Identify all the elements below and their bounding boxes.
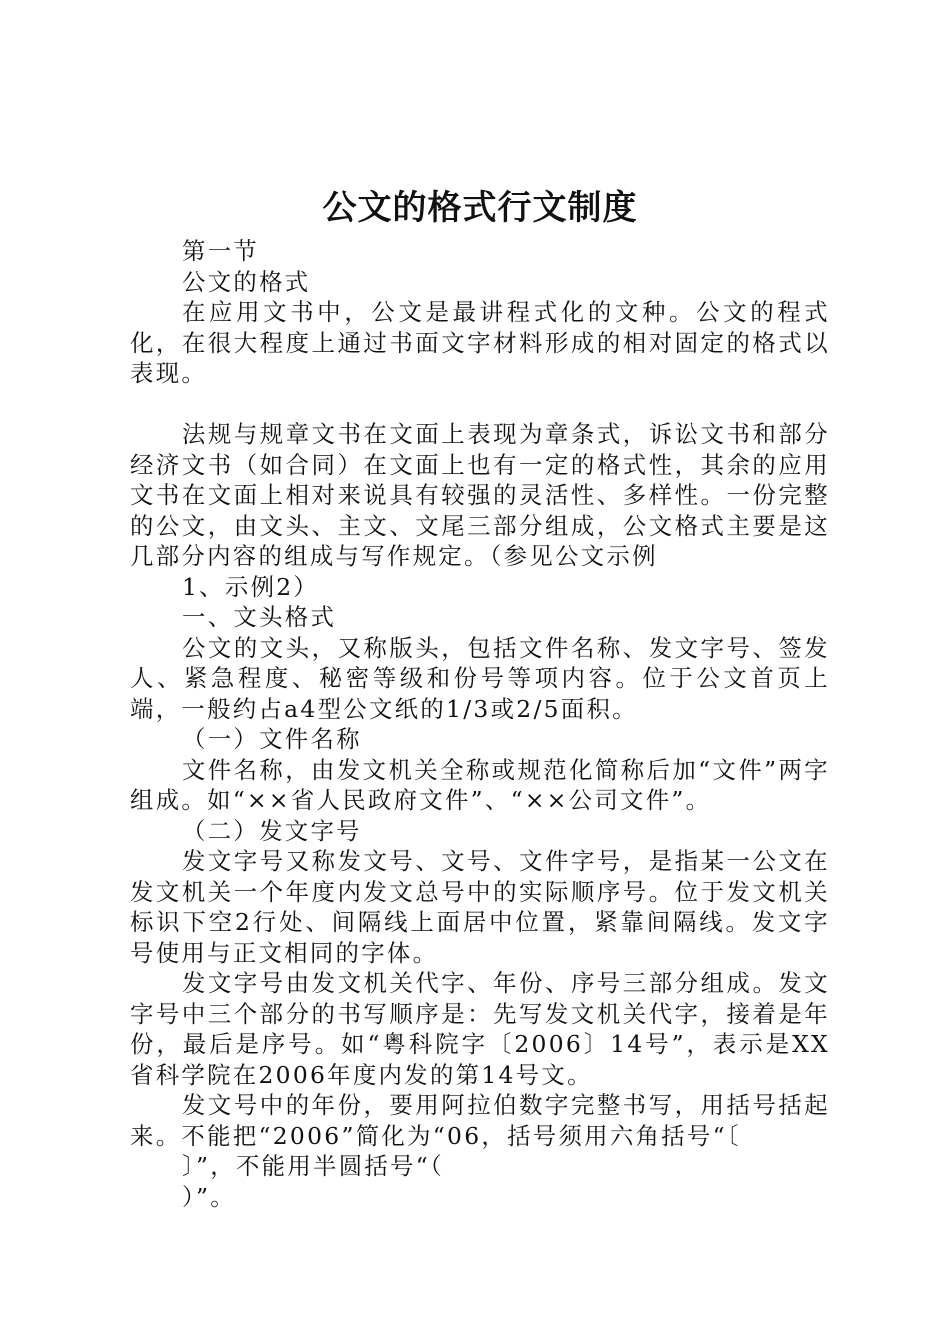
heading-file-name: （一）文件名称 xyxy=(182,725,362,753)
section-heading: 第一节 xyxy=(182,237,260,265)
paragraph-gap xyxy=(130,389,830,420)
subsection-heading: 公文的格式 xyxy=(182,267,311,296)
body-paragraph: 发文号中的年份，要用阿拉伯数字完整书写，用括号括起来。不能把“2006”简化为“06，括号须用六角括号“〔 xyxy=(130,1091,830,1150)
heading-doc-number: （二）发文字号 xyxy=(182,816,362,845)
document-title: 公文的格式行文制度 xyxy=(322,188,638,228)
heading-wentou: 一、文头格式 xyxy=(182,603,337,631)
document-body xyxy=(130,236,830,1212)
body-paragraph: 文件名称，由发文机关全称或规范化简称后加“文件”两字组成。如“××省人民政府文件”、“××公司文件”。 xyxy=(130,755,830,814)
body-paragraph: 〕”，不能用半圆括号“（ xyxy=(182,1152,445,1180)
body-paragraph: 1、示例2） xyxy=(182,572,320,601)
body-paragraph: 在应用文书中，公文是最讲程式化的文种。公文的程式化，在很大程度上通过书面文字材料形成的相对固定的格式以表现。 xyxy=(130,298,830,387)
body-paragraph: 发文字号由发文机关代字、年份、序号三部分组成。发文字号中三个部分的书写顺序是：先写发文机关代字，接着是年份，最后是序号。如“粤科院字〔2006〕14号”，表示是XX省科学院在2006年度内发的第14号文。 xyxy=(130,969,830,1089)
body-paragraph: 公文的文头，又称版头，包括文件名称、发文字号、签发人、紧急程度、秘密等级和份号等项内容。位于公文首页上端，一般约占a4型公文纸的1/3或2/5面积。 xyxy=(130,633,830,723)
body-paragraph: ）”。 xyxy=(182,1182,236,1211)
body-paragraph: 法规与规章文书在文面上表现为章条式，诉讼文书和部分经济文书（如合同）在文面上也有一定的格式性，其余的应用文书在文面上相对来说具有较强的灵活性、多样性。一份完整的公文，由文头、主文、文尾三部分组成，公文格式主要是这几部分内容的组成与写作规定。（参见公文示例 xyxy=(130,420,830,570)
body-paragraph: 发文字号又称发文号、文号、文件字号，是指某一公文在发文机关一个年度内发文总号中的实际顺序号。位于发文机关标识下空2行处、间隔线上面居中位置，紧靠间隔线。发文字号使用与正文相同的字体。 xyxy=(130,847,830,967)
